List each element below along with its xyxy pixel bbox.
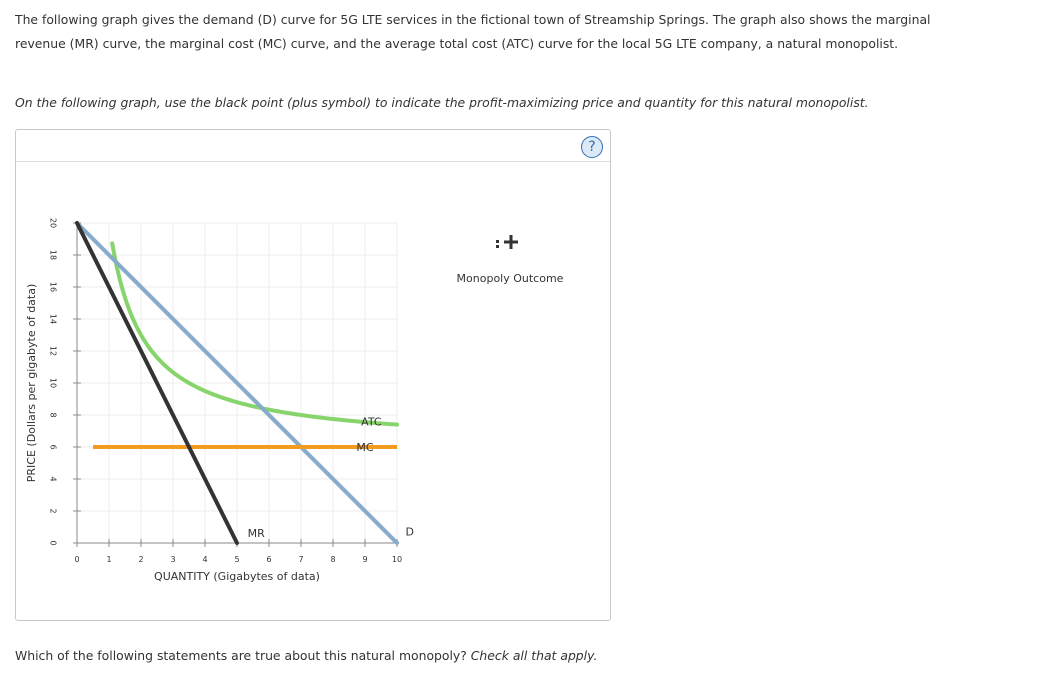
y-tick-label: 20 (48, 217, 58, 229)
graph-canvas[interactable] (16, 130, 610, 620)
x-tick-label: 8 (330, 555, 336, 564)
y-tick-label: 14 (48, 313, 58, 325)
x-axis-title: QUANTITY (Gigabytes of data) (154, 570, 320, 583)
y-tick-label: 12 (48, 345, 58, 357)
x-tick-label: 4 (202, 555, 208, 564)
atc-label: ATC (361, 415, 382, 429)
demand-label: D (405, 525, 415, 539)
x-tick-label: 9 (362, 555, 368, 564)
plus-point-icon[interactable] (496, 235, 518, 249)
x-tick-label: 6 (266, 555, 272, 564)
x-tick-label: 7 (298, 555, 304, 564)
intro-text (15, 8, 1015, 56)
monopoly-outcome-label: Monopoly Outcome (456, 272, 564, 285)
x-tick-label: 0 (74, 555, 80, 564)
x-tick-label: 5 (234, 555, 240, 564)
y-tick-label: 2 (48, 508, 58, 514)
y-tick-label: 8 (48, 412, 58, 418)
intro-line-2: revenue (MR) curve, the marginal cost (MC) curve, and the average total cost (ATC) curve for the local 5G LTE company, a natural monopolist. (15, 36, 899, 51)
atc-curve (112, 243, 397, 424)
x-tick-label: 10 (391, 555, 403, 564)
y-tick-label: 4 (48, 476, 58, 482)
x-tick-label: 1 (106, 555, 112, 564)
y-tick-label: 10 (48, 377, 58, 389)
plus-drag-dot (496, 245, 499, 248)
help-icon[interactable]: ? (581, 136, 603, 158)
y-tick-label: 6 (48, 444, 58, 450)
mr-label: MR (247, 527, 265, 540)
graph-panel (15, 129, 611, 621)
y-tick-label: 18 (48, 249, 58, 261)
y-axis-title: PRICE (Dollars per gigabyte of data) (25, 283, 38, 483)
intro-line-1: The following graph gives the demand (D) curve for 5G LTE services in the fictional town of Streamship Springs. The graph also shows the marginal (15, 12, 931, 27)
y-tick-label: 16 (48, 281, 58, 293)
x-tick-label: 2 (138, 555, 144, 564)
question-main: Which of the following statements are true about this natural monopoly? (15, 648, 467, 663)
x-tick-label: 3 (170, 555, 176, 564)
mc-label: MC (356, 441, 374, 454)
question-emphasis: Check all that apply. (470, 648, 598, 663)
plus-vertical-bar (510, 235, 513, 249)
question-text (15, 646, 1015, 666)
y-tick-label: 0 (48, 540, 58, 546)
graph-instruction: On the following graph, use the black point (plus symbol) to indicate the profit-maximizing price and quantity for this natural monopolist. (15, 95, 869, 110)
plus-drag-dot (496, 240, 499, 243)
